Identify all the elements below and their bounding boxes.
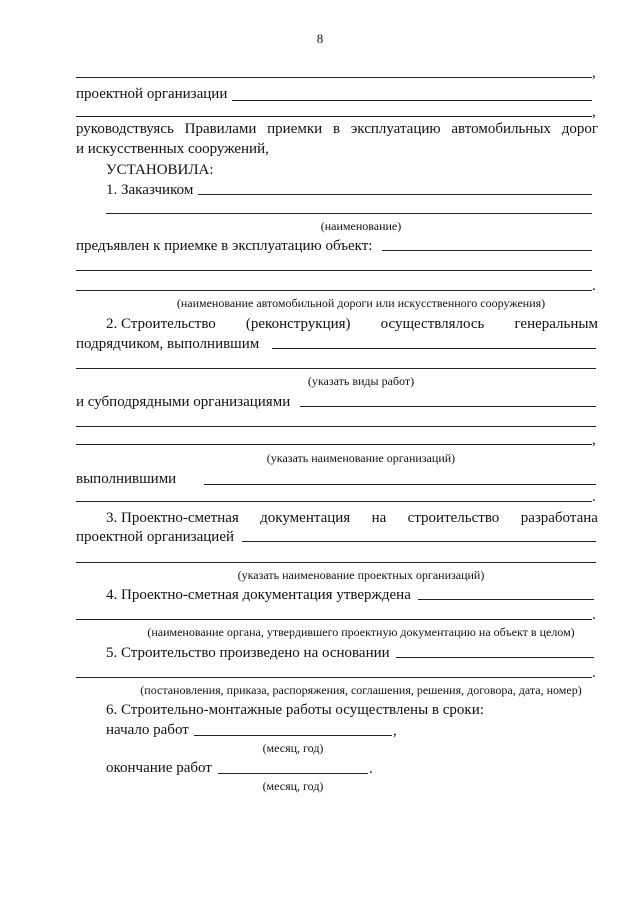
blank-line bbox=[232, 100, 592, 101]
blank-line bbox=[218, 773, 368, 774]
word: (реконструкция) bbox=[245, 316, 351, 332]
caption: (постановления, приказа, распоряжения, соглашения, решения, договора, дата, номер) bbox=[140, 683, 582, 697]
blank-line bbox=[418, 599, 594, 600]
blank-line bbox=[76, 368, 596, 369]
word: разработана bbox=[520, 510, 598, 526]
word: строительство bbox=[407, 510, 500, 526]
blank-line bbox=[76, 270, 592, 271]
line-end-comma: , bbox=[592, 432, 596, 448]
label-approved: 4. Проектно-сметная документация утверждена bbox=[106, 587, 411, 603]
label-subcontractors: и субподрядными организациями bbox=[76, 394, 291, 410]
caption: (месяц, год) bbox=[262, 741, 324, 755]
word: 3. Проектно-сметная bbox=[106, 510, 239, 526]
label-basis: 5. Строительство произведено на основании bbox=[106, 645, 390, 661]
justified-line-rules bbox=[76, 120, 598, 138]
line-end-comma: , bbox=[592, 104, 596, 120]
blank-line bbox=[76, 444, 592, 445]
word: 2. Строительство bbox=[106, 316, 216, 332]
blank-line bbox=[300, 406, 596, 407]
label-project-org: проектной организации bbox=[76, 86, 228, 102]
text-line: и искусственных сооружений, bbox=[76, 141, 269, 157]
blank-line bbox=[204, 484, 596, 485]
blank-line bbox=[396, 657, 594, 658]
page-number: 8 bbox=[316, 31, 324, 46]
heading-ustanovila: УСТАНОВИЛА: bbox=[106, 162, 214, 178]
label-end: окончание работ bbox=[106, 760, 212, 776]
word: генеральным bbox=[514, 316, 598, 332]
blank-line bbox=[194, 735, 392, 736]
blank-line bbox=[272, 348, 596, 349]
line-end-period: . bbox=[592, 489, 596, 505]
label-customer: 1. Заказчиком bbox=[106, 182, 194, 198]
line-end-period: . bbox=[592, 607, 596, 623]
blank-line bbox=[76, 677, 592, 678]
word: на bbox=[371, 510, 387, 526]
line-end-comma: , bbox=[592, 65, 596, 81]
blank-line bbox=[76, 116, 592, 117]
blank-line bbox=[76, 77, 592, 78]
label-object: предъявлен к приемке в эксплуатацию объект: bbox=[76, 238, 373, 254]
blank-line bbox=[198, 194, 592, 195]
blank-line bbox=[76, 290, 592, 291]
word: дорог bbox=[561, 121, 598, 137]
line-end-period: . bbox=[592, 665, 596, 681]
justified-line-construction bbox=[106, 315, 598, 333]
caption: (указать наименование организаций) bbox=[266, 451, 456, 465]
blank-line bbox=[242, 541, 596, 542]
blank-line bbox=[76, 426, 596, 427]
word: в bbox=[332, 121, 341, 137]
word: автомобильных bbox=[451, 121, 551, 137]
justified-line-documentation bbox=[106, 509, 598, 527]
word: приемки bbox=[267, 121, 323, 137]
label-contractor: подрядчиком, выполнившим bbox=[76, 336, 260, 352]
label-design-org: проектной организацией bbox=[76, 529, 235, 545]
caption: (наименование автомобильной дороги или искусственного сооружения) bbox=[176, 296, 546, 310]
label-performed: выполнившими bbox=[76, 471, 177, 487]
word: руководствуясь bbox=[76, 121, 174, 137]
line-end-comma: , bbox=[393, 723, 397, 739]
caption: (наименование органа, утвердившего проектную документацию на объект в целом) bbox=[147, 625, 575, 639]
blank-line bbox=[76, 562, 596, 563]
line-end-period: . bbox=[592, 278, 596, 294]
word: эксплуатацию bbox=[350, 121, 441, 137]
blank-line bbox=[382, 250, 592, 251]
caption: (наименование) bbox=[320, 219, 402, 233]
label-start: начало работ bbox=[106, 722, 189, 738]
word: документация bbox=[260, 510, 351, 526]
caption: (указать наименование проектных организаций) bbox=[237, 568, 485, 582]
blank-line bbox=[76, 501, 592, 502]
word: осуществлялось bbox=[380, 316, 485, 332]
caption: (месяц, год) bbox=[262, 779, 324, 793]
blank-line bbox=[106, 213, 592, 214]
line-end-period: . bbox=[369, 761, 373, 777]
caption: (указать виды работ) bbox=[307, 374, 415, 388]
text-line-deadlines: 6. Строительно-монтажные работы осуществлены в сроки: bbox=[106, 702, 484, 718]
word: Правилами bbox=[184, 121, 257, 137]
blank-line bbox=[76, 619, 592, 620]
